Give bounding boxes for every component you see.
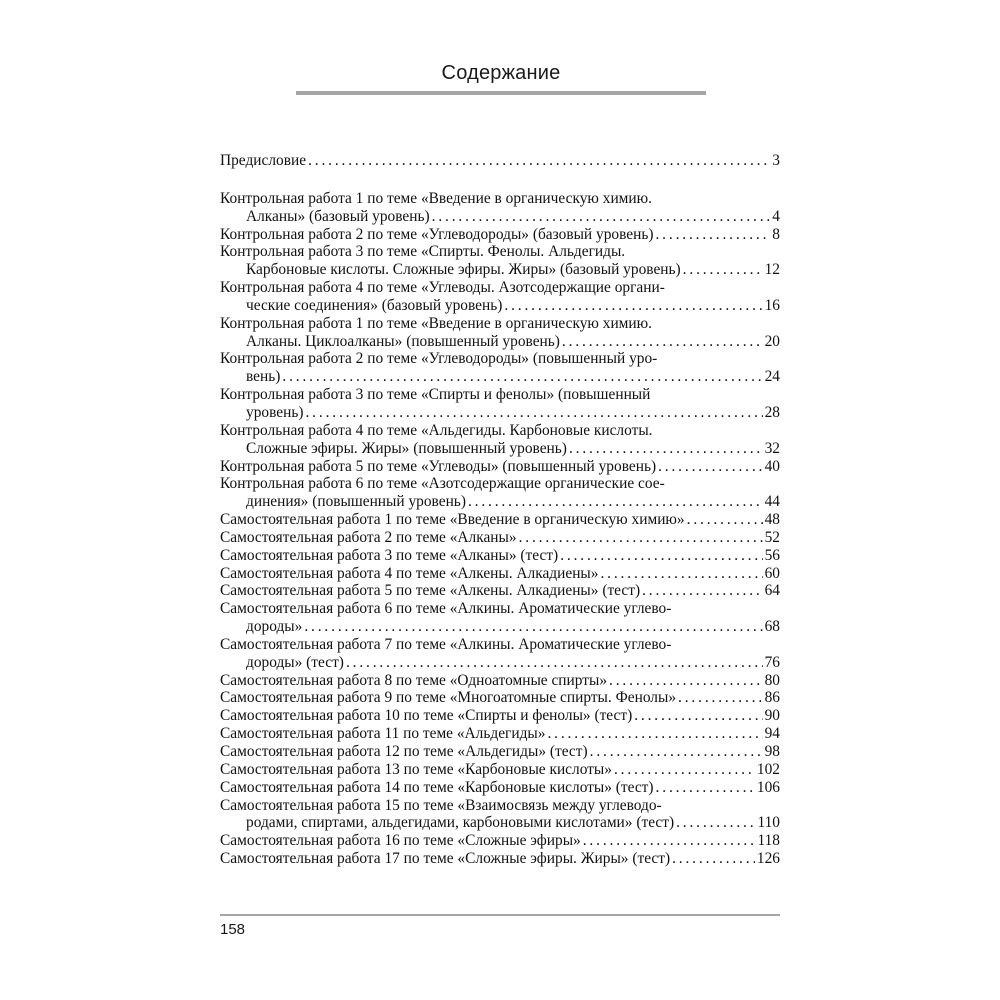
toc-entry bbox=[220, 511, 780, 529]
toc-entry-continuation-line bbox=[220, 333, 780, 351]
toc-entry-text: Самостоятельная работа 1 по теме «Введение в органическую химию» bbox=[220, 511, 685, 529]
toc-entry bbox=[220, 582, 780, 600]
toc-entry-first-line bbox=[220, 582, 780, 600]
toc-page-number: 24 bbox=[764, 368, 780, 386]
toc-entry-text: Самостоятельная работа 3 по теме «Алканы» (тест) bbox=[220, 546, 559, 564]
toc-page-number: 64 bbox=[764, 582, 780, 600]
toc-entry bbox=[220, 226, 780, 244]
dot-leader bbox=[655, 226, 770, 244]
toc-page-number: 32 bbox=[764, 439, 780, 457]
toc-entry-first-line bbox=[220, 350, 780, 368]
page-title: Содержание bbox=[441, 62, 561, 84]
toc-page-number: 3 bbox=[772, 152, 780, 169]
toc-entry-first-line bbox=[220, 422, 780, 440]
toc-entry-text: Карбоновые кислоты. Сложные эфиры. Жиры» (базовый уровень) bbox=[246, 261, 681, 279]
dot-leader bbox=[519, 529, 763, 547]
toc-entry-continuation-line bbox=[220, 493, 780, 511]
toc-entry-continuation-line bbox=[220, 261, 780, 279]
toc-entry-text: Контрольная работа 4 по теме «Углеводы. Азотсодержащие органи- bbox=[220, 279, 665, 297]
toc-page-number: 16 bbox=[764, 296, 780, 314]
toc-page-number: 118 bbox=[757, 832, 780, 850]
toc-entry-text: Самостоятельная работа 15 по теме «Взаимосвязь между углеводо- bbox=[220, 796, 662, 814]
toc-entry-first-line bbox=[220, 152, 780, 170]
dot-leader bbox=[547, 725, 762, 743]
toc-entry-text: Самостоятельная работа 9 по теме «Многоатомные спирты. Фенолы» bbox=[220, 689, 677, 707]
dot-leader bbox=[656, 779, 755, 797]
toc-entry-text: Контрольная работа 1 по теме «Введение в органическую химию. bbox=[220, 314, 653, 332]
toc-entry bbox=[220, 422, 780, 458]
toc-entry bbox=[220, 243, 780, 279]
toc-entry-first-line bbox=[220, 689, 780, 707]
toc-entry-text: Самостоятельная работа 4 по теме «Алкены. Алкадиены» bbox=[220, 564, 599, 582]
toc-entry-text: Самостоятельная работа 14 по теме «Карбоновые кислоты» (тест) bbox=[220, 778, 654, 796]
toc-entry-first-line bbox=[220, 475, 780, 493]
toc-entry bbox=[220, 315, 780, 351]
toc-entry bbox=[220, 707, 780, 725]
toc-page-number: 86 bbox=[764, 689, 780, 707]
toc-entry-first-line bbox=[220, 547, 780, 565]
toc-page-number: 98 bbox=[764, 743, 780, 760]
toc-page-number: 110 bbox=[757, 814, 780, 832]
toc-entry bbox=[220, 672, 780, 690]
dot-leader bbox=[590, 743, 763, 761]
toc-entry-text: Самостоятельная работа 7 по теме «Алкины. Ароматические углево- bbox=[220, 635, 672, 653]
toc-entry bbox=[220, 547, 780, 565]
toc-entry-text: Самостоятельная работа 13 по теме «Карбоновые кислоты» bbox=[220, 760, 612, 778]
dot-leader bbox=[687, 511, 763, 529]
toc-entry-first-line bbox=[220, 707, 780, 725]
toc-entry-text: дороды» (тест) bbox=[246, 653, 344, 671]
dot-leader bbox=[634, 707, 762, 725]
toc-entry-first-line bbox=[220, 672, 780, 690]
toc-entry-first-line bbox=[220, 190, 780, 208]
toc-entry-first-line bbox=[220, 743, 780, 761]
dot-leader bbox=[583, 832, 756, 850]
toc-entry-text: Контрольная работа 6 по теме «Азотсодержащие органические сое- bbox=[220, 475, 665, 493]
toc-entry-text: Самостоятельная работа 8 по теме «Одноатомные спирты» bbox=[220, 671, 608, 689]
toc-entry-first-line bbox=[220, 636, 780, 654]
toc-entry bbox=[220, 152, 780, 170]
dot-leader bbox=[468, 493, 763, 511]
toc-entry-continuation-line bbox=[220, 814, 780, 832]
toc-entry-first-line bbox=[220, 565, 780, 583]
title-underline bbox=[296, 91, 706, 95]
toc-page-number: 12 bbox=[764, 261, 780, 279]
dot-leader bbox=[504, 297, 762, 315]
dot-leader bbox=[672, 850, 755, 868]
toc-entry bbox=[220, 636, 780, 672]
toc-entry-text: Самостоятельная работа 16 по теме «Сложные эфиры» bbox=[220, 832, 581, 850]
dot-leader bbox=[432, 208, 771, 226]
toc-entry bbox=[220, 386, 780, 422]
toc-entry-text: Самостоятельная работа 2 по теме «Алканы» bbox=[220, 528, 517, 546]
toc-entry bbox=[220, 529, 780, 547]
toc-page-number: 106 bbox=[756, 778, 780, 796]
toc-page-number: 20 bbox=[764, 332, 780, 350]
toc-page-number: 8 bbox=[772, 225, 780, 243]
toc-page-number: 60 bbox=[764, 564, 780, 582]
toc-entry bbox=[220, 458, 780, 476]
toc-entry-first-line bbox=[220, 850, 780, 868]
toc-entry-first-line bbox=[220, 511, 780, 529]
dot-leader bbox=[658, 458, 763, 476]
toc-page-number: 126 bbox=[756, 850, 780, 868]
toc-entry-text: Самостоятельная работа 17 по теме «Сложные эфиры. Жиры» (тест) bbox=[220, 850, 671, 868]
dot-leader bbox=[676, 814, 755, 832]
toc-entry bbox=[220, 565, 780, 583]
toc-page-number: 94 bbox=[764, 725, 780, 743]
toc-entry bbox=[220, 779, 780, 797]
toc-entry-text: родами, спиртами, альдегидами, карбоновыми кислотами» (тест) bbox=[246, 814, 675, 832]
toc-entry-text: Алканы. Циклоалканы» (повышенный уровень) bbox=[246, 332, 560, 350]
toc-entry-first-line bbox=[220, 279, 780, 297]
dot-leader bbox=[600, 565, 762, 583]
dot-leader bbox=[304, 618, 762, 636]
toc-entry-text: дороды» bbox=[246, 618, 303, 636]
toc-entry-text: Самостоятельная работа 10 по теме «Спирты и фенолы» (тест) bbox=[220, 707, 633, 725]
toc-page-number: 102 bbox=[756, 760, 780, 778]
dot-leader bbox=[560, 547, 762, 565]
toc-entry-first-line bbox=[220, 386, 780, 404]
toc-entry bbox=[220, 350, 780, 386]
toc-page-number: 56 bbox=[764, 546, 780, 564]
toc-entry bbox=[220, 743, 780, 761]
toc-entry-first-line bbox=[220, 600, 780, 618]
toc-entry bbox=[220, 600, 780, 636]
toc-page-number: 4 bbox=[772, 207, 780, 225]
toc-entry bbox=[220, 475, 780, 511]
toc-entry-text: Контрольная работа 2 по теме «Углеводороды» (повышенный уро- bbox=[220, 350, 658, 368]
toc-page-number: 48 bbox=[764, 511, 780, 529]
toc-entry-first-line bbox=[220, 761, 780, 779]
toc-entry bbox=[220, 761, 780, 779]
toc-entry-first-line bbox=[220, 226, 780, 244]
toc-entry-first-line bbox=[220, 243, 780, 261]
toc-page-number: 76 bbox=[764, 653, 780, 671]
toc-entry bbox=[220, 832, 780, 850]
table-of-contents bbox=[220, 152, 780, 868]
toc-entry-text: Сложные эфиры. Жиры» (повышенный уровень) bbox=[246, 439, 567, 457]
toc-entry-text: Алканы» (базовый уровень) bbox=[246, 207, 430, 225]
toc-entry-first-line bbox=[220, 832, 780, 850]
dot-leader bbox=[642, 582, 763, 600]
toc-page-number: 52 bbox=[764, 528, 780, 546]
dot-leader bbox=[609, 672, 763, 690]
toc-entry-text: динения» (повышенный уровень) bbox=[246, 493, 466, 511]
toc-entry-text: Предисловие bbox=[220, 152, 307, 169]
toc-entry-first-line bbox=[220, 797, 780, 815]
toc-entry-text: Контрольная работа 3 по теме «Спирты и фенолы» (повышенный bbox=[220, 386, 651, 404]
toc-entry-first-line bbox=[220, 458, 780, 476]
toc-entry bbox=[220, 850, 780, 868]
toc-entry-continuation-line bbox=[220, 618, 780, 636]
toc-entry-continuation-line bbox=[220, 208, 780, 226]
dot-leader bbox=[562, 333, 763, 351]
toc-entry-text: Самостоятельная работа 5 по теме «Алкены. Алкадиены» (тест) bbox=[220, 582, 641, 600]
toc-entry bbox=[220, 689, 780, 707]
page-number: 158 bbox=[220, 921, 246, 938]
toc-entry-text: Контрольная работа 3 по теме «Спирты. Фенолы. Альдегиды. bbox=[220, 243, 626, 261]
toc-entry bbox=[220, 190, 780, 226]
toc-entry-text: Контрольная работа 4 по теме «Альдегиды. Карбоновые кислоты. bbox=[220, 421, 653, 439]
toc-entry-continuation-line bbox=[220, 404, 780, 422]
toc-page-number: 40 bbox=[764, 457, 780, 475]
toc-entry-continuation-line bbox=[220, 654, 780, 672]
dot-leader bbox=[305, 404, 762, 422]
toc-page-number: 68 bbox=[764, 618, 780, 636]
toc-entry-text: ческие соединения» (базовый уровень) bbox=[246, 296, 503, 314]
dot-leader bbox=[614, 761, 755, 779]
toc-entry bbox=[220, 797, 780, 833]
toc-entry-continuation-line bbox=[220, 440, 780, 458]
toc-entry-first-line bbox=[220, 725, 780, 743]
toc-entry-text: Самостоятельная работа 6 по теме «Алкины. Ароматические углево- bbox=[220, 600, 672, 618]
toc-page-number: 28 bbox=[764, 403, 780, 421]
toc-entry-text: уровень) bbox=[246, 403, 304, 421]
dot-leader bbox=[678, 689, 763, 707]
toc-page-number: 90 bbox=[764, 707, 780, 725]
dot-leader bbox=[346, 654, 763, 672]
toc-entry-text: Контрольная работа 5 по теме «Углеводы» (повышенный уровень) bbox=[220, 457, 657, 475]
toc-entry-text: Контрольная работа 2 по теме «Углеводороды» (базовый уровень) bbox=[220, 225, 654, 243]
dot-leader bbox=[282, 368, 762, 386]
toc-entry-text: Самостоятельная работа 11 по теме «Альдегиды» bbox=[220, 725, 546, 743]
toc-entry-continuation-line bbox=[220, 297, 780, 315]
toc-page-number: 44 bbox=[764, 493, 780, 511]
toc-entry-text: Контрольная работа 1 по теме «Введение в органическую химию. bbox=[220, 189, 653, 207]
footer-divider bbox=[220, 914, 780, 916]
toc-entry-text: вень) bbox=[246, 368, 281, 386]
toc-entry bbox=[220, 279, 780, 315]
toc-entry-first-line bbox=[220, 529, 780, 547]
dot-leader bbox=[308, 152, 770, 170]
toc-entry bbox=[220, 725, 780, 743]
toc-page-number: 80 bbox=[764, 671, 780, 689]
toc-entry-first-line bbox=[220, 315, 780, 333]
dot-leader bbox=[569, 440, 763, 458]
toc-entry-continuation-line bbox=[220, 368, 780, 386]
toc-entry-first-line bbox=[220, 779, 780, 797]
toc-entry-text: Самостоятельная работа 12 по теме «Альдегиды» (тест) bbox=[220, 743, 588, 760]
dot-leader bbox=[683, 261, 763, 279]
